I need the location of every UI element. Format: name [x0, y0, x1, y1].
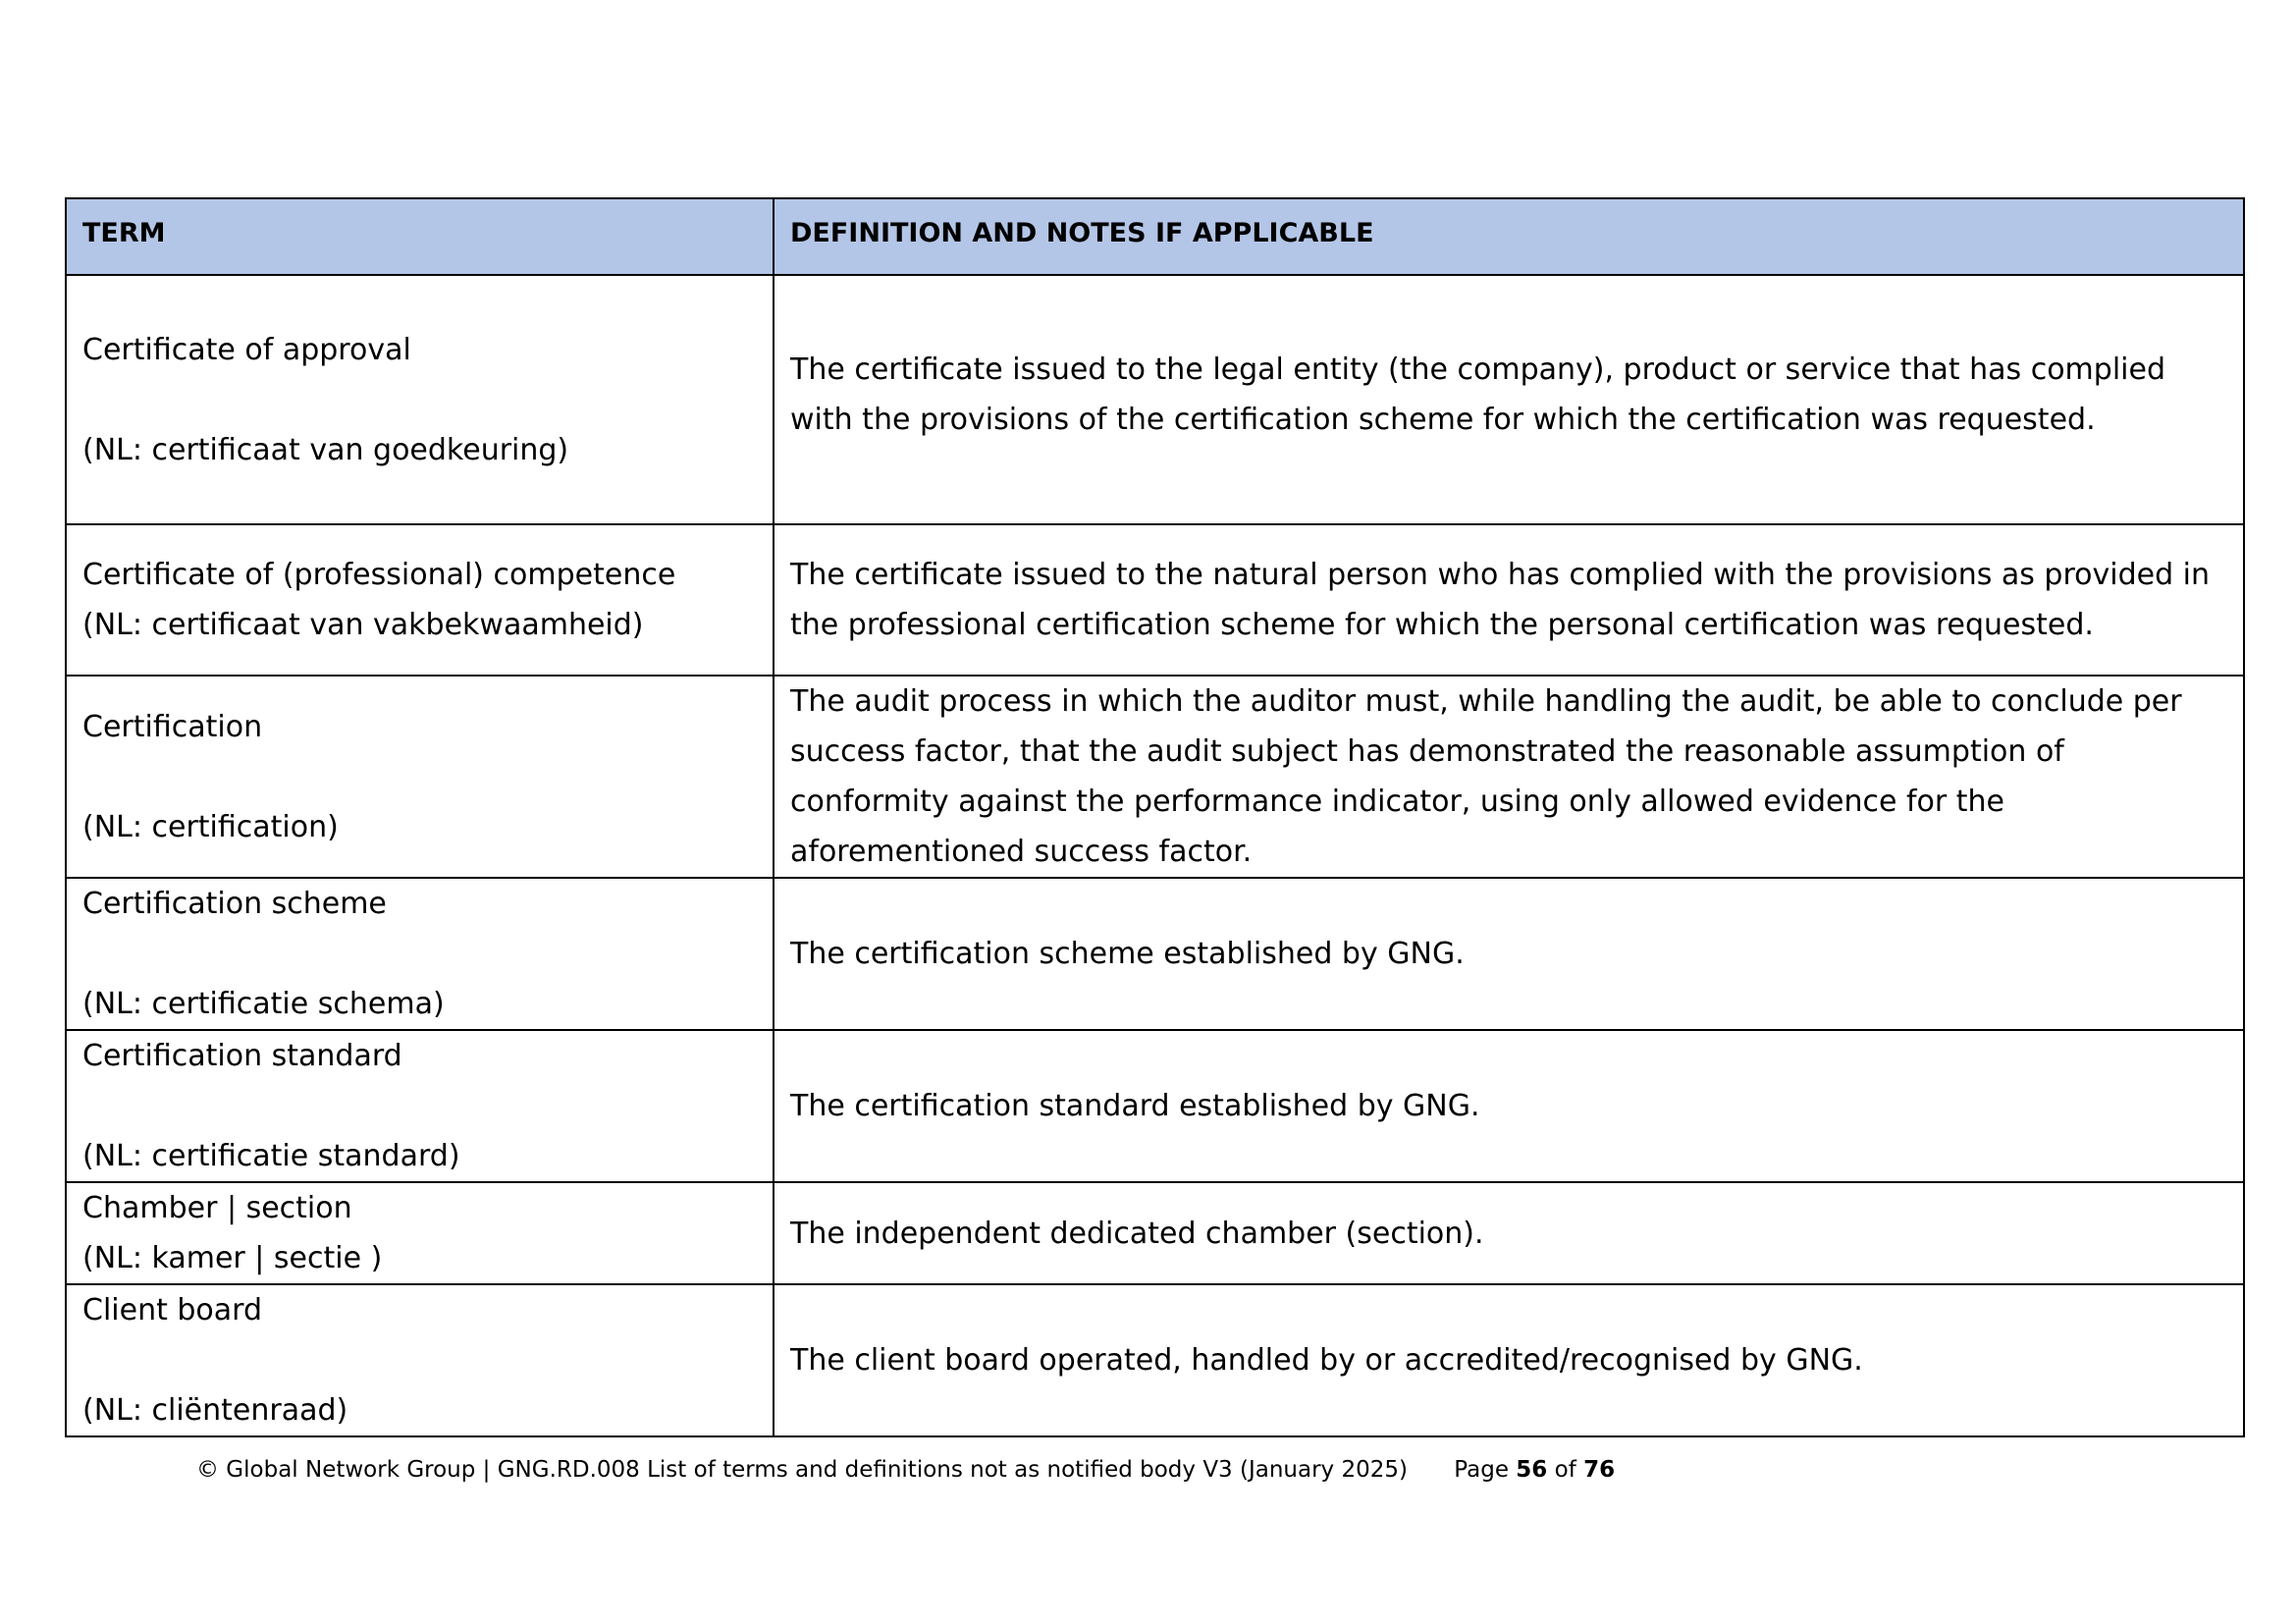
definition-cell: The independent dedicated chamber (section). — [774, 1182, 2244, 1284]
term-name: Chamber | section — [82, 1191, 352, 1225]
term-dutch: (NL: kamer | sectie ) — [82, 1241, 383, 1275]
term-name: Certification — [82, 709, 263, 744]
term-cell — [66, 1182, 774, 1284]
term-cell — [66, 524, 774, 676]
definition-cell: The client board operated, handled by or accredited/recognised by GNG. — [774, 1284, 2244, 1436]
terms-table — [65, 197, 2245, 1437]
definition-cell: The certificate issued to the legal entity (the company), product or service that has complied with the provisions of the certification scheme for which the certification was requested. — [774, 275, 2244, 524]
header-definition: DEFINITION AND NOTES IF APPLICABLE — [774, 198, 2244, 275]
term-name: Client board — [82, 1293, 263, 1327]
term-name: Certificate of approval — [82, 332, 411, 367]
term-name: Certificate of (professional) competence — [82, 558, 676, 592]
definition-cell: The audit process in which the auditor must, while handling the audit, be able to conclude per success factor, that the audit subject has demonstrated the reasonable assumption of conformity against the performance indicator, using only allowed evidence for the aforementioned success factor. — [774, 676, 2244, 878]
table-header-row — [66, 198, 2244, 275]
definition-cell: The certification standard established by GNG. — [774, 1030, 2244, 1182]
footer-of-word: of — [1554, 1457, 1576, 1483]
term-cell — [66, 676, 774, 878]
footer-page-total: 76 — [1583, 1457, 1616, 1483]
term-dutch: (NL: cliëntenraad) — [82, 1393, 348, 1428]
term-name: Certification scheme — [82, 887, 387, 921]
definition-cell: The certificate issued to the natural person who has complied with the provisions as provided in the professional certification scheme for which the personal certification was requested. — [774, 524, 2244, 676]
term-cell — [66, 275, 774, 524]
term-dutch: (NL: certificatie schema) — [82, 987, 445, 1021]
table-row — [66, 1030, 2244, 1182]
term-dutch: (NL: certificatie standard) — [82, 1139, 460, 1173]
term-dutch: (NL: certificaat van vakbekwaamheid) — [82, 608, 644, 642]
footer-page-word: Page — [1454, 1457, 1509, 1483]
term-name: Certification standard — [82, 1039, 402, 1073]
table-row — [66, 524, 2244, 676]
term-cell — [66, 878, 774, 1030]
term-cell — [66, 1030, 774, 1182]
table-row — [66, 275, 2244, 524]
page-footer — [196, 1457, 1615, 1483]
table-row — [66, 1182, 2244, 1284]
footer-copyright: © Global Network Group | GNG.RD.008 List of terms and definitions not as notified body V3 (January 2025) — [196, 1457, 1408, 1483]
term-dutch: (NL: certificaat van goedkeuring) — [82, 432, 569, 467]
table-row — [66, 676, 2244, 878]
table-row — [66, 878, 2244, 1030]
table-row — [66, 1284, 2244, 1436]
term-dutch: (NL: certification) — [82, 809, 339, 844]
term-cell — [66, 1284, 774, 1436]
footer-page-number: 56 — [1516, 1457, 1548, 1483]
header-term: TERM — [66, 198, 774, 275]
definition-cell: The certification scheme established by GNG. — [774, 878, 2244, 1030]
